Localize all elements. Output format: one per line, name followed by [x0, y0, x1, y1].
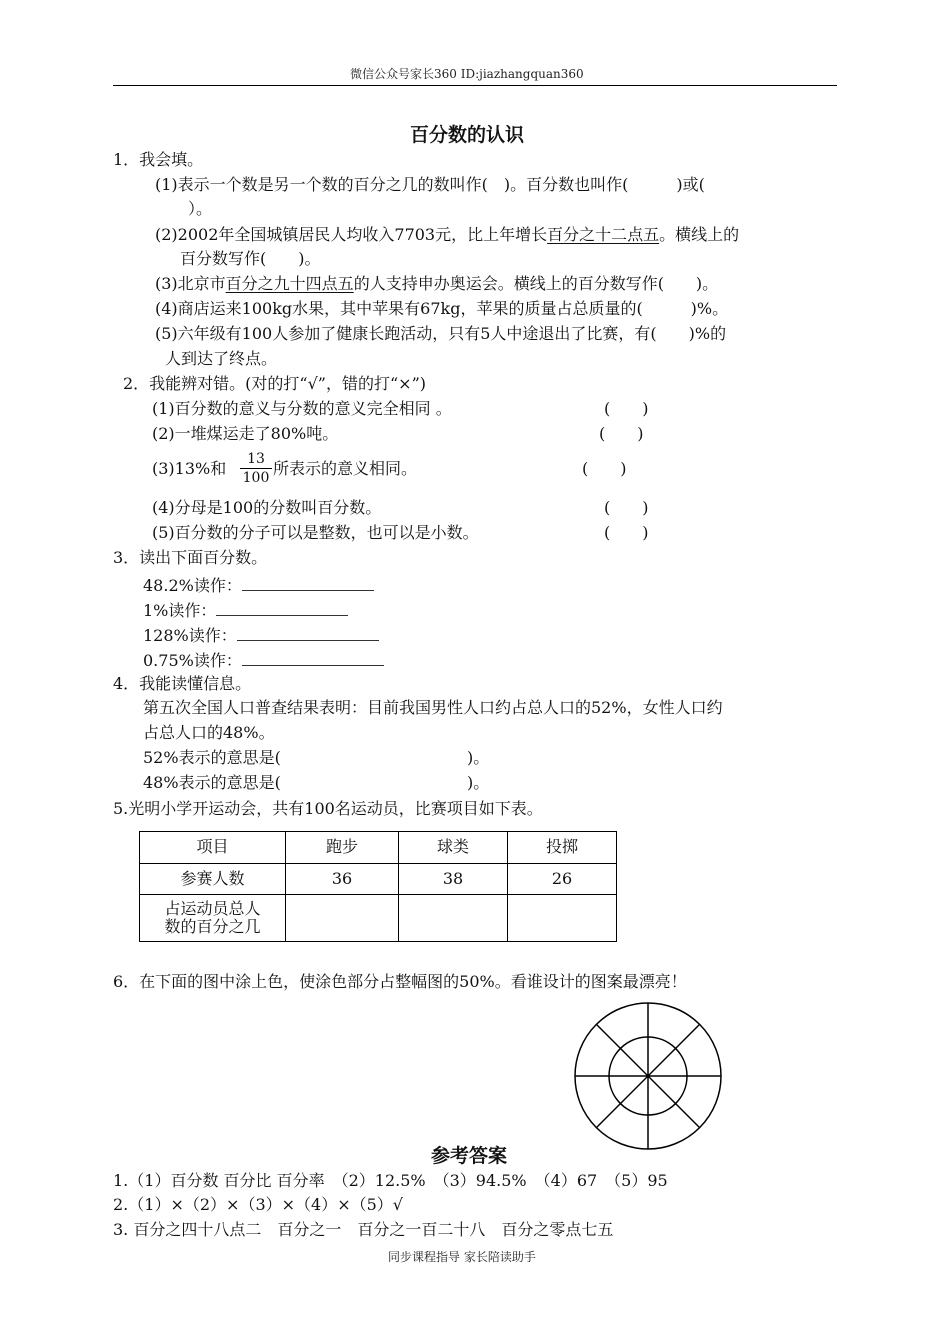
- q6-heading: 6．在下面的图中涂上色，使涂色部分占整幅图的50%。看谁设计的图案最漂亮！: [113, 972, 687, 991]
- q1-item4: (4)商店运来100kg水果，其中苹果有67kg，苹果的质量占总质量的( )%。: [155, 299, 729, 318]
- worksheet-title: 百分数的认识: [410, 124, 525, 146]
- answer-cell[interactable]: [286, 895, 399, 942]
- q3-item1-label: 48.2%读作：: [143, 576, 242, 595]
- q3-item4: [143, 651, 384, 669]
- q2-item2: (2)一堆煤运走了80%吨。: [152, 424, 339, 443]
- q3-item2: [143, 601, 348, 619]
- answer-cell[interactable]: [508, 895, 617, 942]
- q3-item2-label: 1%读作：: [143, 601, 217, 620]
- q1-item5-line1: (5)六年级有100人参加了健康长跑活动，只有5人中途退出了比赛，有( )%的: [155, 324, 727, 343]
- fraction-13-100: [240, 451, 272, 486]
- q1-item2-line1: [155, 227, 739, 243]
- q3-heading: 3．读出下面百分数。: [113, 548, 268, 567]
- table-row: [140, 864, 617, 895]
- table-row: [140, 895, 617, 942]
- q1-item3-underlined: 百分之九十四点五: [225, 274, 354, 293]
- sports-table: [139, 831, 617, 942]
- q2-item2-paren: ( ): [599, 424, 644, 443]
- table-header-cell: 项目: [140, 832, 286, 864]
- answer-line-2: 2.（1）×（2）×（3）×（4）×（5）√: [113, 1195, 403, 1214]
- q4-line-48-close: )。: [467, 773, 490, 792]
- q2-item5-paren: ( ): [604, 523, 649, 542]
- q2-item3-suffix: 所表示的意义相同。: [273, 459, 418, 478]
- q1-heading: 1．我会填。: [113, 150, 204, 169]
- q1-item1-line1: (1)表示一个数是另一个数的百分之几的数叫作( )。百分数也叫作( )或(: [155, 175, 705, 194]
- answer-blank[interactable]: [216, 601, 348, 616]
- q4-line-52-close: )。: [467, 748, 490, 767]
- q1-item1-line2: ）。: [188, 199, 213, 218]
- circle-pattern[interactable]: [572, 1000, 724, 1152]
- page-header: 微信公众号家长360 ID:jiazhangquan360: [350, 67, 584, 81]
- table-header-cell: 投掷: [508, 832, 617, 864]
- page-footer: 同步课程指导 家长陪读助手: [388, 1250, 536, 1264]
- table-cell: 26: [508, 864, 617, 895]
- answer-line-3: 3. 百分之四十八点二 百分之一 百分之一百二十八 百分之零点七五: [113, 1220, 614, 1239]
- q2-item4-paren: ( ): [604, 498, 649, 517]
- header-rule: [113, 85, 837, 86]
- q2-heading: 2．我能辨对错。(对的打“√”，错的打“×”): [123, 374, 426, 393]
- q4-heading: 4．我能读懂信息。: [113, 674, 252, 693]
- answer-cell[interactable]: [399, 895, 508, 942]
- table-header-row: [140, 832, 617, 864]
- q2-item3-paren: ( ): [582, 459, 627, 478]
- q3-item4-label: 0.75%读作：: [143, 651, 242, 670]
- table-cell: [140, 895, 286, 942]
- fraction-denominator: 100: [242, 470, 270, 486]
- q1-item2-line2: 百分数写作( )。: [180, 249, 321, 268]
- q4-line-52: 52%表示的意思是(: [143, 748, 281, 767]
- table-cell: 参赛人数: [140, 864, 286, 895]
- q5-heading: 5.光明小学开运动会，共有100名运动员，比赛项目如下表。: [113, 799, 543, 818]
- q4-line-48: 48%表示的意思是(: [143, 773, 281, 792]
- q4-paragraph-line1: 第五次全国人口普查结果表明：目前我国男性人口约占总人口的52%，女性人口约: [143, 698, 723, 717]
- q3-item3-label: 128%读作：: [143, 626, 237, 645]
- q1-item2-underlined: 百分之十二点五: [547, 225, 660, 244]
- q1-item3: [155, 276, 718, 292]
- q1-item3-text-a: (3)北京市: [155, 274, 226, 293]
- fraction-numerator: 13: [247, 451, 265, 467]
- q4-paragraph-line2: 占总人口的48%。: [143, 723, 275, 742]
- table-header-cell: 跑步: [286, 832, 399, 864]
- table-cell: 36: [286, 864, 399, 895]
- q2-item1: (1)百分数的意义与分数的意义完全相同 。: [152, 399, 452, 418]
- q1-item2-text-a: (2)2002年全国城镇居民人均收入7703元，比上年增长: [155, 225, 548, 244]
- fraction-bar: [240, 468, 272, 469]
- table-header-cell: 球类: [399, 832, 508, 864]
- answers-title: 参考答案: [431, 1145, 508, 1167]
- q2-item1-paren: ( ): [604, 399, 649, 418]
- q3-item3: [143, 626, 379, 644]
- q2-item3-prefix: (3)13%和: [152, 459, 227, 478]
- answer-blank[interactable]: [242, 576, 374, 591]
- q2-item5: (5)百分数的分子可以是整数，也可以是小数。: [152, 523, 479, 542]
- row-label-line2: 数的百分之几: [164, 917, 261, 936]
- q1-item2-text-b: 。横线上的: [659, 225, 740, 244]
- row-label-line1: 占运动员总人: [164, 898, 261, 918]
- q3-item1: [143, 576, 374, 594]
- q2-item4: (4)分母是100的分数叫百分数。: [152, 498, 382, 517]
- answer-line-1: 1.（1）百分数 百分比 百分率 （2）12.5% （3）94.5% （4）67 （5）95: [113, 1171, 668, 1190]
- answer-blank[interactable]: [242, 651, 384, 666]
- q1-item3-text-b: 的人支持申办奥运会。横线上的百分数写作( )。: [353, 274, 719, 293]
- table-cell: 38: [399, 864, 508, 895]
- answer-blank[interactable]: [237, 626, 379, 641]
- q1-item5-line2: 人到达了终点。: [165, 349, 278, 368]
